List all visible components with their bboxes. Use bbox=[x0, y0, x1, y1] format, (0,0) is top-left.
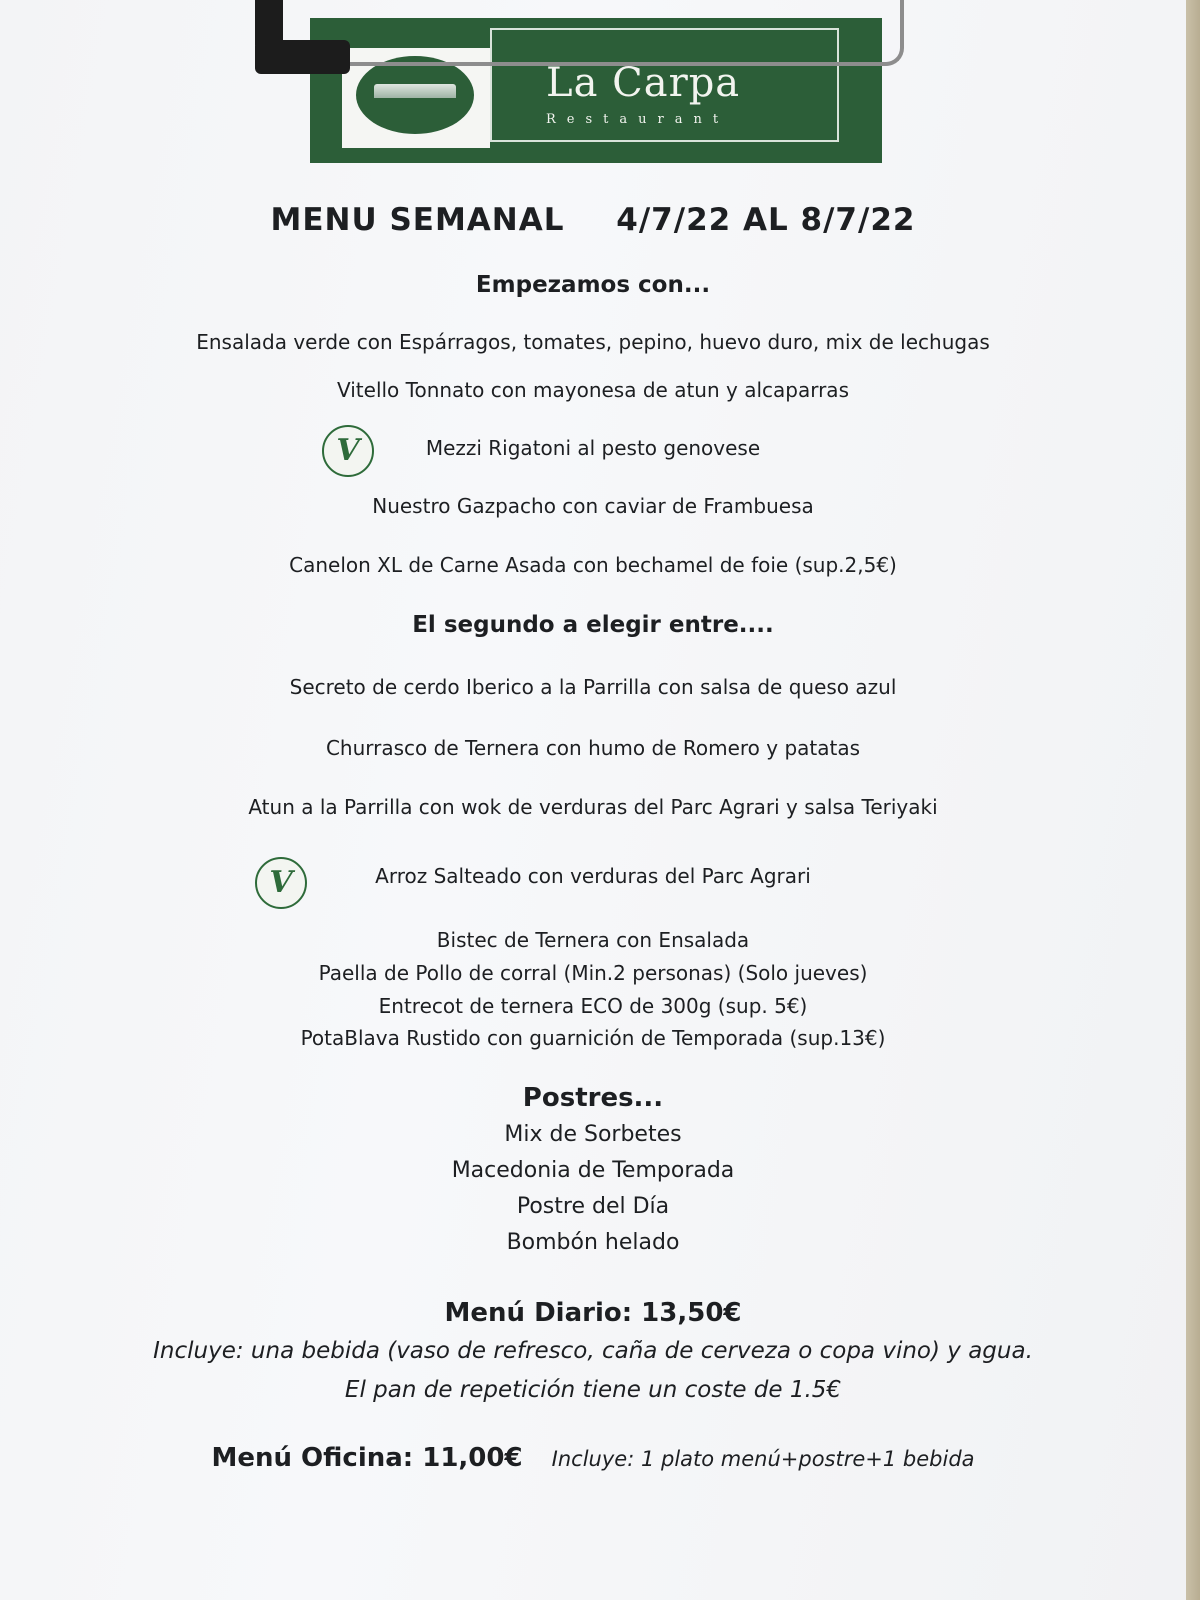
logo-subtitle: Restaurant bbox=[546, 112, 730, 127]
dessert-item: Mix de Sorbetes bbox=[504, 1122, 682, 1147]
logo-name: La Carpa bbox=[546, 60, 741, 106]
menu-item: Vitello Tonnato con mayonesa de atun y alcaparras bbox=[337, 378, 849, 402]
starters-heading: Empezamos con... bbox=[475, 272, 711, 298]
menu-item: PotaBlava Rustido con guarnición de Temporada (sup.13€) bbox=[300, 1026, 886, 1050]
menu-item: Entrecot de ternera ECO de 300g (sup. 5€) bbox=[378, 994, 808, 1018]
vegetarian-v-icon: V bbox=[255, 857, 307, 909]
tent-icon bbox=[374, 84, 456, 98]
vegetarian-v-icon: V bbox=[322, 425, 374, 477]
bread-cost-note: El pan de repetición tiene un coste de 1.5€ bbox=[344, 1377, 842, 1403]
clipboard-post bbox=[255, 0, 283, 45]
menu-item: Ensalada verde con Espárragos, tomates, pepino, huevo duro, mix de lechugas bbox=[196, 330, 990, 354]
dessert-item: Postre del Día bbox=[516, 1194, 670, 1219]
logo-oval bbox=[356, 56, 474, 134]
menu-item: Nuestro Gazpacho con caviar de Frambuesa bbox=[372, 494, 814, 518]
menu-item: Canelon XL de Carne Asada con bechamel de foie (sup.2,5€) bbox=[289, 553, 897, 577]
clipboard-wire bbox=[340, 0, 904, 66]
mains-heading: El segundo a elegir entre.... bbox=[412, 612, 774, 638]
menu-diario-includes: Incluye: una bebida (vaso de refresco, caña de cerveza o copa vino) y agua. bbox=[153, 1338, 1033, 1364]
menu-item-vegetarian: Mezzi Rigatoni al pesto genovese bbox=[425, 436, 761, 460]
desserts-heading: Postres... bbox=[522, 1083, 664, 1113]
menu-item: Secreto de cerdo Iberico a la Parrilla con salsa de queso azul bbox=[289, 675, 897, 699]
menu-oficina-includes: Incluye: 1 plato menú+postre+1 bebida bbox=[551, 1447, 975, 1471]
menu-diario-price: Menú Diario: 13,50€ bbox=[444, 1298, 742, 1328]
clipboard-clamp bbox=[255, 40, 350, 74]
table-surface bbox=[1186, 0, 1200, 1600]
menu-title-line bbox=[0, 202, 1186, 238]
menu-item: Churrasco de Ternera con humo de Romero y patatas bbox=[325, 736, 861, 760]
menu-oficina-line bbox=[0, 1443, 1186, 1473]
menu-dates: 4/7/22 AL 8/7/22 bbox=[616, 202, 916, 238]
dessert-item: Bombón helado bbox=[506, 1230, 680, 1255]
menu-item: Paella de Pollo de corral (Min.2 personas) (Solo jueves) bbox=[318, 961, 868, 985]
menu-item-vegetarian: Arroz Salteado con verduras del Parc Agrari bbox=[375, 864, 811, 888]
dessert-item: Macedonia de Temporada bbox=[451, 1158, 735, 1183]
menu-item: Bistec de Ternera con Ensalada bbox=[436, 928, 750, 952]
menu-title: MENU SEMANAL bbox=[270, 202, 565, 238]
menu-item: Atun a la Parrilla con wok de verduras del Parc Agrari y salsa Teriyaki bbox=[248, 795, 938, 819]
menu-oficina-price: Menú Oficina: 11,00€ bbox=[211, 1443, 523, 1473]
